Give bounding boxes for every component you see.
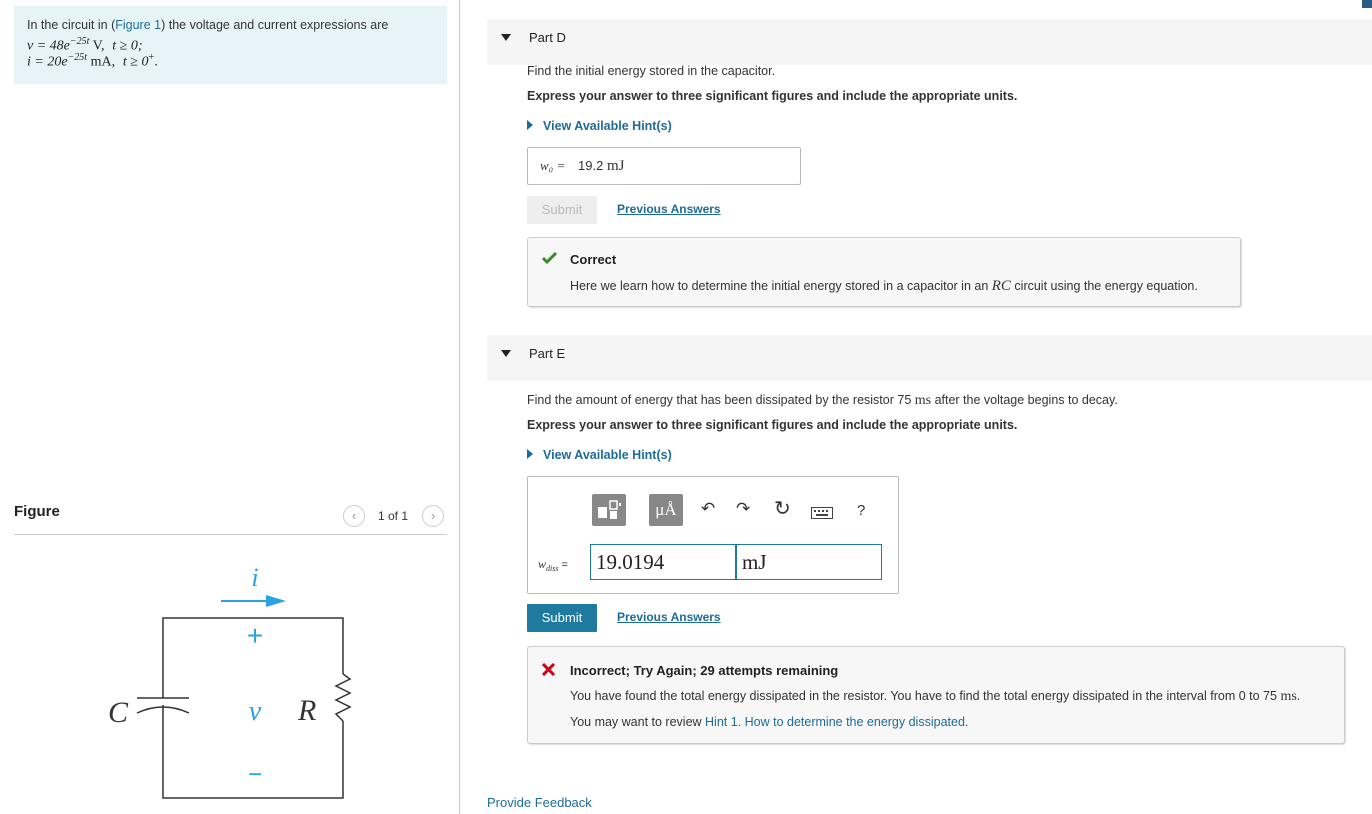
answer-editor [527,476,899,594]
problem-text: In the circuit in (Figure 1) the voltage and current expressions are [27,18,389,32]
value-input[interactable]: 19.0194 [590,544,736,580]
part-d-previous-answers-link[interactable]: Previous Answers [617,202,721,216]
divider [14,534,447,535]
answer-label: w₀ = [540,158,566,173]
current-arrowhead [266,595,286,607]
redo-icon[interactable]: ↷ [736,499,751,518]
part-e-header[interactable] [487,335,1372,381]
corner-mark [1362,0,1372,8]
part-e-previous-answers-link[interactable]: Previous Answers [617,610,721,624]
incorrect-feedback [527,646,1345,744]
answer-value: 19.2 mJ [578,158,625,174]
templates-icon[interactable] [592,494,626,526]
part-d-answer-box [527,147,801,185]
hint-1-link[interactable]: Hint 1. How to determine the energy dissipated. [705,715,969,729]
current-equation: $i = 20e^{-25t}$ mA, t ≥ 0+. [27,52,158,70]
minus-sign: − [247,761,263,788]
part-d-hint-link[interactable]: View Available Hint(s) [527,119,672,133]
figure-link[interactable]: Figure 1 [115,18,162,32]
plus-sign: + [246,620,264,651]
part-e-prompt: Find the amount of energy that has been dissipated by the resistor 75 ms after the voltage begins to decay. [527,393,1118,408]
voltage-label: v [248,696,262,727]
resistor-symbol [336,674,350,721]
answer-label: $w_{diss}$ = [538,557,568,574]
checkmark-icon [542,252,557,264]
figure-heading: Figure [14,503,60,520]
chevron-left-icon[interactable]: ‹ [343,505,365,527]
feedback-text: Here we learn how to determine the initial energy stored in a capacitor in an RC circuit using the energy equation. [570,278,1198,294]
resistor-label: R [298,694,317,727]
current-label: i [251,563,259,592]
provide-feedback-link[interactable]: Provide Feedback [487,795,592,810]
feedback-text: You have found the total energy dissipated in the resistor. You have to find the total energy dissipated in the interval from 0 to 75 ms. [570,689,1301,704]
figure-counter: 1 of 1 [378,509,409,523]
capacitor-label: C [108,696,129,729]
chevron-right-icon[interactable]: › [422,505,444,527]
part-d-instruction: Express your answer to three significant figures and include the appropriate units. [527,89,1018,103]
part-d-prompt: Find the initial energy stored in the capacitor. [527,64,776,78]
collapse-arrow-icon[interactable] [501,34,511,41]
column-divider[interactable] [459,0,460,814]
feedback-status: Correct [570,252,617,267]
triangle-right-icon [527,449,533,459]
part-d-header[interactable] [487,19,1372,65]
voltage-equation: $v = 48e^{-25t}$ V, t ≥ 0; [27,36,143,54]
feedback-review-text: You may want to review Hint 1. How to determine the energy dissipated. [570,715,969,729]
reset-icon[interactable]: ↻ [774,498,791,520]
triangle-right-icon [527,120,533,130]
units-button[interactable]: μÅ [649,494,683,526]
help-icon[interactable]: ? [857,502,866,519]
x-icon [542,663,555,676]
collapse-arrow-icon[interactable] [501,350,511,357]
part-d-title: Part D [529,30,566,45]
part-d-submit-button[interactable]: Submit [527,196,597,224]
undo-icon[interactable]: ↶ [701,499,716,518]
correct-feedback [527,237,1241,307]
problem-statement [14,6,447,84]
part-e-submit-button[interactable]: Submit [527,604,597,632]
part-e-title: Part E [529,346,566,361]
part-e-hint-link[interactable]: View Available Hint(s) [527,448,672,462]
feedback-status: Incorrect; Try Again; 29 attempts remaining [570,663,839,678]
circuit-diagram [100,550,380,802]
part-e-instruction: Express your answer to three significant figures and include the appropriate units. [527,418,1018,432]
unit-input[interactable]: mJ [736,544,882,580]
keyboard-icon[interactable] [811,507,833,519]
